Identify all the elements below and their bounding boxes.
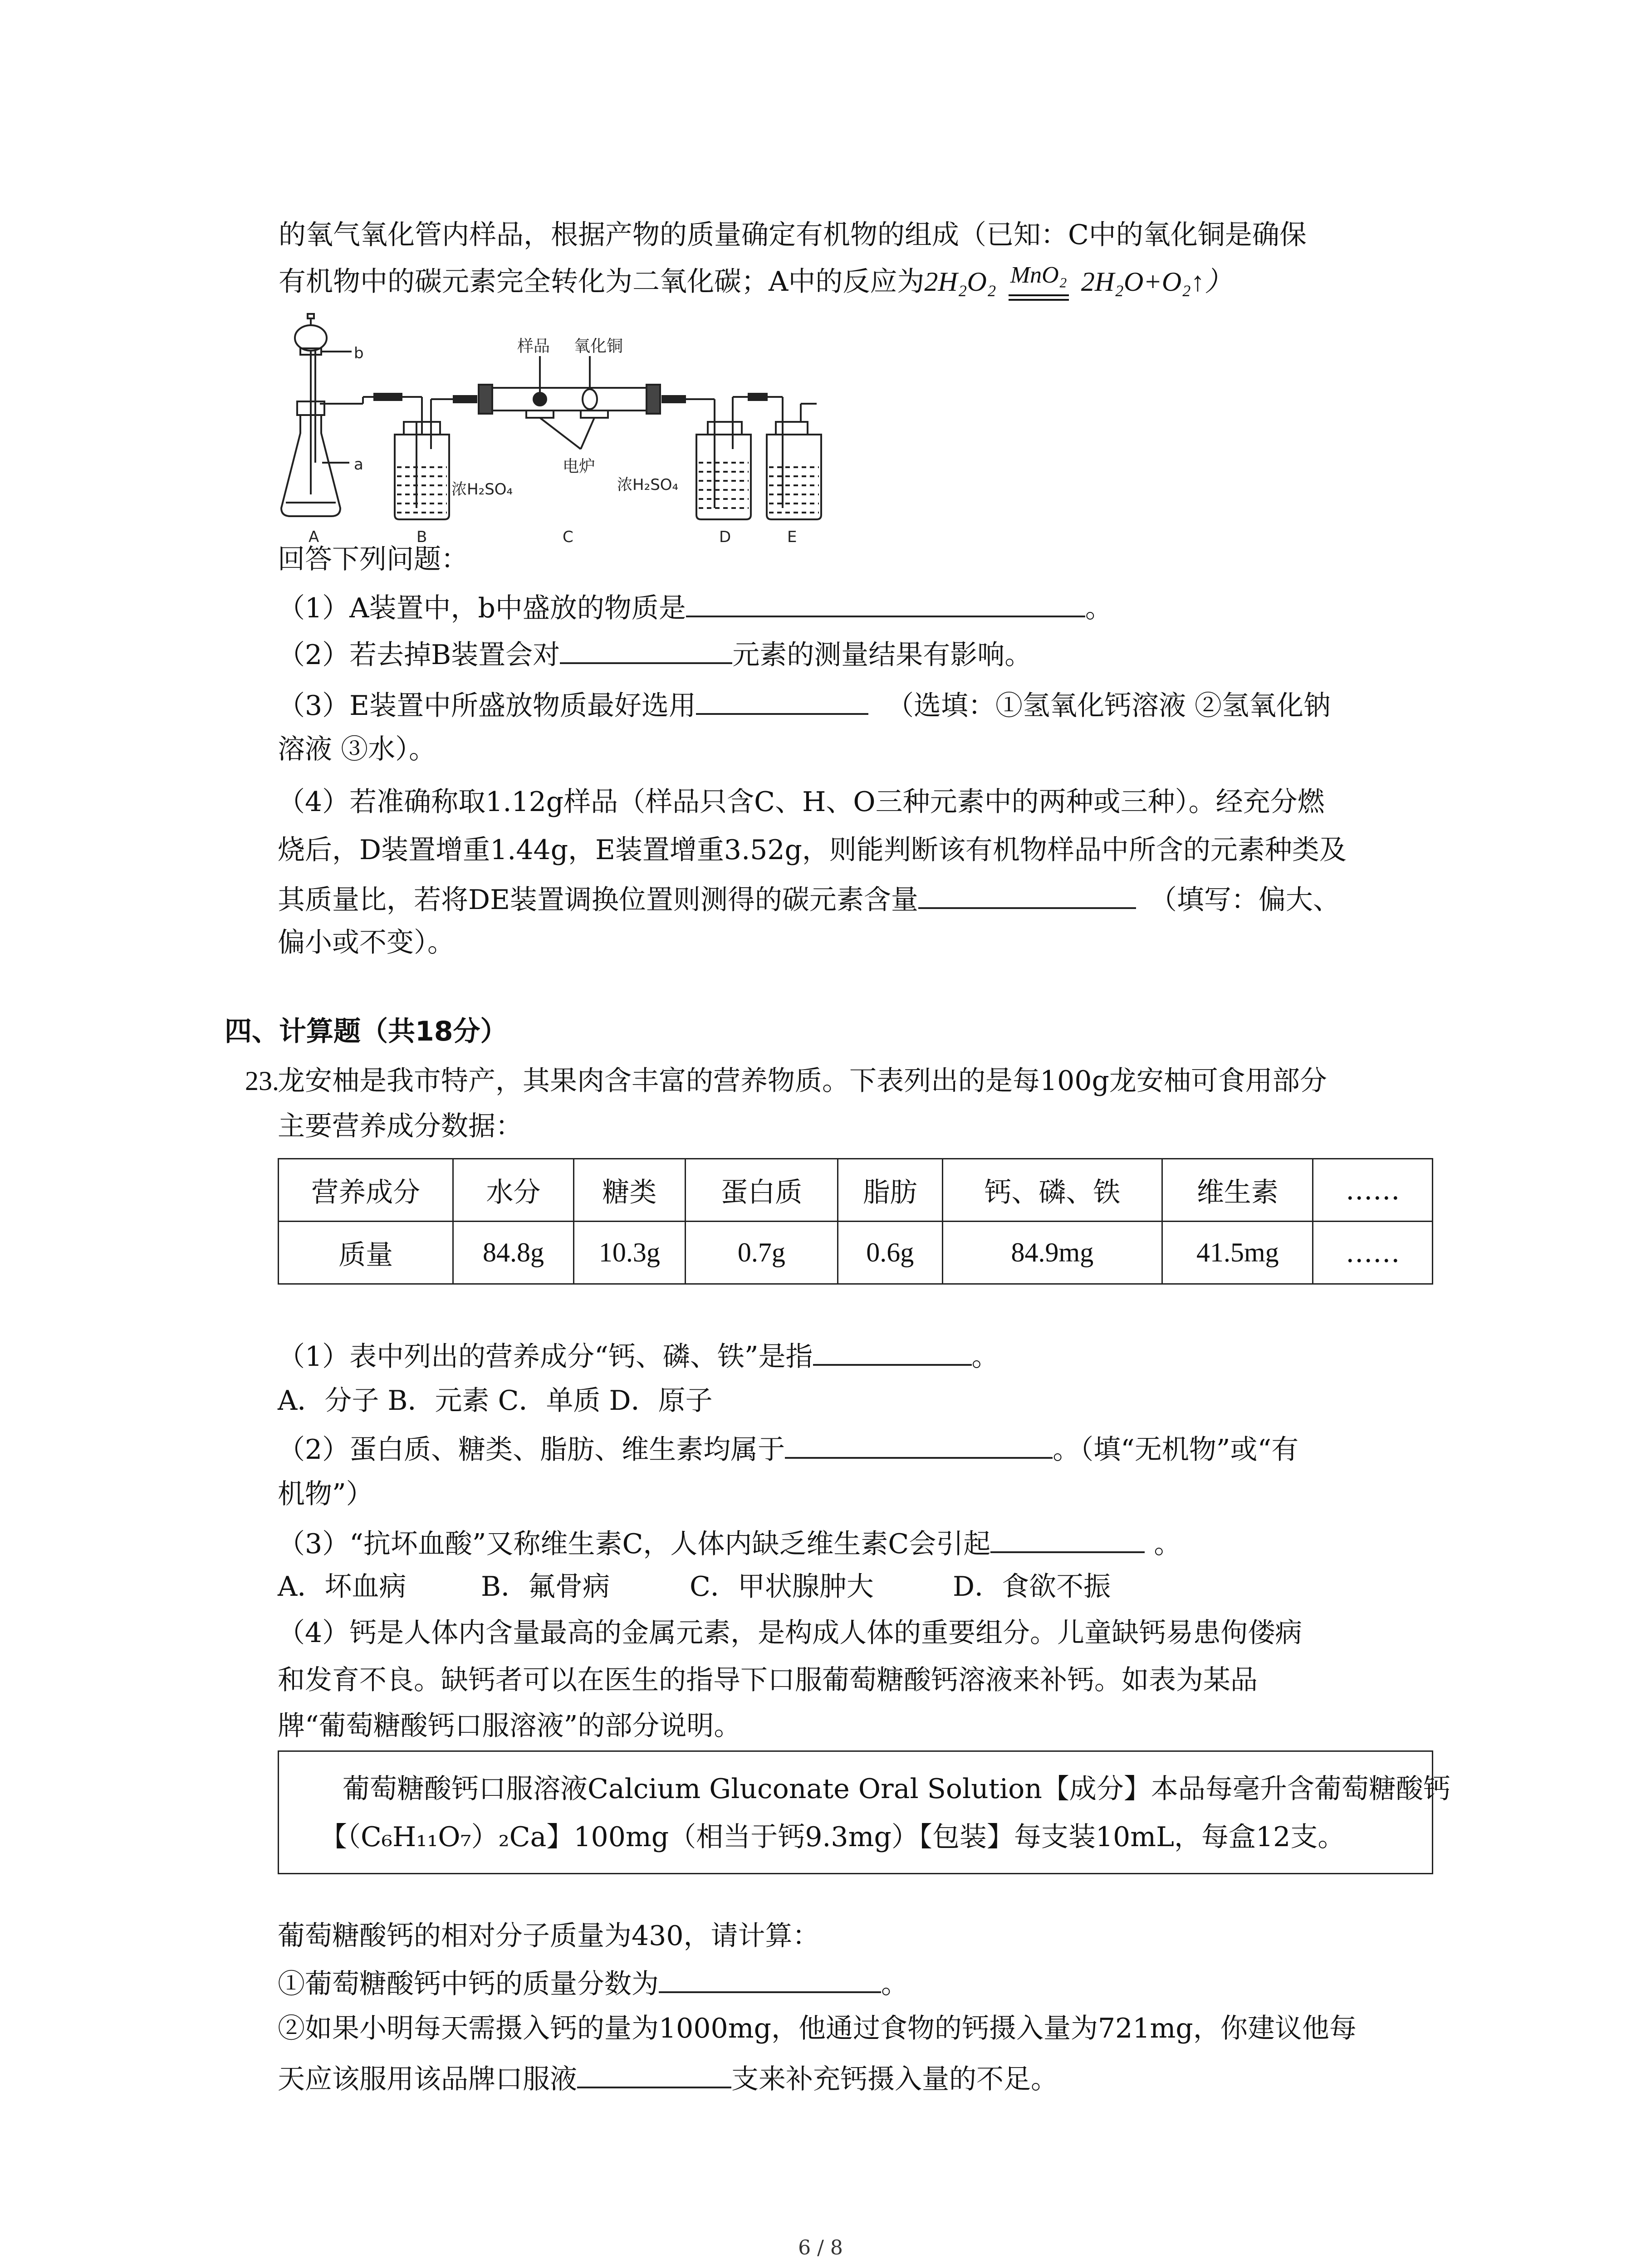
table-cell: 蛋白质: [685, 1159, 838, 1222]
q23-line2: 主要营养成分数据：: [278, 1110, 523, 1142]
q22-part4-line3: [278, 879, 1340, 918]
product-info-box: [278, 1750, 1450, 1874]
product-info-line1: 葡萄糖酸钙口服溶液Calcium Gluconate Oral Solution【成分】本品每毫升含葡萄糖酸钙: [343, 1773, 1450, 1805]
label-sample: 样品: [517, 337, 550, 356]
q23-part4-line3: 牌“葡萄糖酸钙口服溶液”的部分说明。: [278, 1710, 741, 1742]
table-cell: 84.8g: [453, 1222, 574, 1284]
table-cell: 钙、磷、铁: [942, 1159, 1162, 1222]
q23-part3-option-b: B．氟骨病: [481, 1571, 610, 1603]
q23-part2: [278, 1429, 1298, 1468]
intro-line-2: [279, 264, 1232, 302]
q23-part3-end: 。: [1154, 1528, 1181, 1560]
label-h2so4-b: 浓H₂SO₄: [451, 480, 513, 499]
reaction-reactant: 2H₂O₂: [924, 267, 996, 297]
q23-part2-line2: 机物”）: [278, 1478, 373, 1510]
table-cell: 水分: [453, 1159, 574, 1222]
q22-part4-fill-hint: （填写：偏大、: [1149, 884, 1340, 916]
q22-part4-line4: 偏小或不变）。: [278, 927, 455, 958]
reaction-product: 2H₂O+O₂↑）: [1081, 267, 1232, 297]
label-cuo: 氧化铜: [574, 337, 623, 356]
label-furnace: 电炉: [563, 457, 596, 476]
table-cell: 营养成分: [279, 1159, 453, 1222]
label-b: b: [354, 344, 364, 362]
q22-part3-options: （选填：①氢氧化钙溶液 ②氢氧化钠: [886, 690, 1331, 722]
q22-part3-line2: 溶液 ③水）。: [278, 733, 436, 765]
q23-part1-text: （1）表中列出的营养成分“钙、磷、铁”是指: [278, 1341, 813, 1373]
q23-part3-option-d: D．食欲不振: [953, 1571, 1111, 1603]
q22-part4-text: 其质量比，若将DE装置调换位置则测得的碳元素含量: [278, 884, 918, 916]
q22-part3-text: （3）E装置中所盛放物质最好选用: [278, 690, 696, 722]
q22-part1-text: （1）A装置中，b中盛放的物质是: [278, 592, 686, 624]
answer-blank-5[interactable]: [813, 1336, 972, 1366]
q23-part3-text: （3）“抗坏血酸”又称维生素C，人体内缺乏维生素C会引起: [278, 1528, 991, 1560]
q23-part1-options: A．分子 B．元素 C．单质 D．原子: [278, 1385, 713, 1417]
sample-dot: [534, 393, 546, 406]
table-cell: ……: [1313, 1222, 1433, 1284]
answer-blank-6[interactable]: [785, 1429, 1053, 1459]
answer-blank-4[interactable]: [918, 879, 1136, 909]
answer-blank-7[interactable]: [990, 1523, 1145, 1553]
table-cell: 脂肪: [838, 1159, 942, 1222]
q22-part2-text: （2）若去掉B装置会对: [278, 639, 560, 671]
table-cell: 质量: [279, 1222, 453, 1284]
table-cell: 维生素: [1162, 1159, 1313, 1222]
q22-part4-line2: 烧后，D装置增重1.44g，E装置增重3.52g，则能判断该有机物样品中所含的元素种类及: [278, 834, 1347, 866]
table-cell: ……: [1313, 1159, 1433, 1222]
answer-blank-8[interactable]: [659, 1963, 881, 1993]
table-cell: 41.5mg: [1162, 1222, 1313, 1284]
q23-part2-hint: 。（填“无机物”或“有: [1053, 1434, 1299, 1466]
table-cell: 0.7g: [685, 1222, 838, 1284]
combustion-tube: [481, 388, 658, 411]
q23-line1: 龙安柚是我市特产，其果肉含丰富的营养物质。下表列出的是每100g龙安柚可食用部分: [278, 1065, 1327, 1097]
q22-header: 回答下列问题：: [278, 543, 468, 575]
calc-part1-end: 。: [881, 1968, 908, 2000]
q23-part1: [278, 1336, 999, 1375]
label-a: a: [354, 455, 363, 474]
calc-intro: 葡萄糖酸钙的相对分子质量为430，请计算：: [278, 1920, 820, 1952]
q23-part4-line1: （4）钙是人体内含量最高的金属元素，是构成人体的重要组分。儿童缺钙易患佝偻病: [278, 1617, 1303, 1649]
calc-part2-end: 支来补充钙摄入量的不足。: [731, 2063, 1058, 2095]
q22-part1: [278, 587, 1112, 626]
q23-number: 23.: [245, 1066, 279, 1096]
q23-part4-line2: 和发育不良。缺钙者可以在医生的指导下口服葡萄糖酸钙溶液来补钙。如表为某品: [278, 1664, 1258, 1696]
intro-line-2-text: 有机物中的碳元素完全转化为二氧化碳；A中的反应为: [279, 266, 925, 298]
equal-bar-bottom: [1009, 299, 1069, 301]
calc-part1: [278, 1963, 908, 2002]
q23-part3-option-c: C．甲状腺肿大: [690, 1571, 874, 1603]
intro-line-1: 的氧气氧化管内样品，根据产物的质量确定有机物的组成（已知：C中的氧化铜是确保: [279, 219, 1307, 251]
funnel-bulb: [295, 325, 327, 351]
bottle-d: [696, 435, 751, 519]
table-cell: 0.6g: [838, 1222, 942, 1284]
q23-part3: [278, 1523, 1181, 1562]
answer-blank-2[interactable]: [560, 634, 732, 664]
q22-part4-line1: （4）若准确称取1.12g样品（样品只含C、H、O三种元素中的两种或三种）。经充分燃: [278, 786, 1325, 818]
product-info-line2: 【（C₆H₁₁O₇）₂Ca】100mg（相当于钙9.3mg）【包装】每支装10mL，每盒12支。: [320, 1821, 1345, 1853]
calc-part2-line1: ②如果小明每天需摄入钙的量为1000mg，他通过食物的钙摄入量为721mg，你建议他每: [278, 2013, 1357, 2044]
answer-blank-3[interactable]: [696, 685, 868, 715]
letter-a: A: [309, 528, 319, 546]
q22-part2: [278, 634, 1032, 673]
answer-blank-9[interactable]: [577, 2058, 731, 2088]
letter-b: B: [416, 528, 427, 546]
table-row: [279, 1222, 1433, 1284]
section-title: 四、计算题（共18分）: [225, 1016, 508, 1047]
calc-part1-text: ①葡萄糖酸钙中钙的质量分数为: [278, 1968, 659, 2000]
q22-part2-end: 元素的测量结果有影响。: [732, 639, 1032, 671]
q23-part3-option-a: A．坏血病: [278, 1571, 407, 1603]
apparatus-diagram: [272, 313, 826, 549]
equal-bar-top: [1009, 294, 1069, 296]
q23-part1-end: 。: [971, 1341, 999, 1373]
table-cell: 糖类: [573, 1159, 685, 1222]
q22-part3: [278, 685, 1331, 724]
letter-e: E: [787, 528, 797, 546]
reaction-condition: [1005, 264, 1073, 302]
calc-part2-line2: [278, 2058, 1058, 2097]
calc-part2-text: 天应该服用该品牌口服液: [278, 2063, 577, 2095]
table-cell: 10.3g: [573, 1222, 685, 1284]
table-cell: 84.9mg: [942, 1222, 1162, 1284]
cuo-pellet: [583, 389, 597, 409]
label-h2so4-d: 浓H₂SO₄: [617, 476, 679, 494]
table-header-row: [279, 1159, 1433, 1222]
nutrition-table: [278, 1158, 1433, 1285]
letter-d: D: [719, 528, 731, 546]
q23-part2-text: （2）蛋白质、糖类、脂肪、维生素均属于: [278, 1434, 785, 1466]
page-number: 6 / 8: [798, 2236, 843, 2259]
reaction-catalyst: MnO₂: [1010, 262, 1067, 288]
answer-blank-1[interactable]: [686, 587, 1085, 617]
q22-part1-end: 。: [1085, 592, 1112, 624]
letter-c: C: [563, 528, 573, 546]
